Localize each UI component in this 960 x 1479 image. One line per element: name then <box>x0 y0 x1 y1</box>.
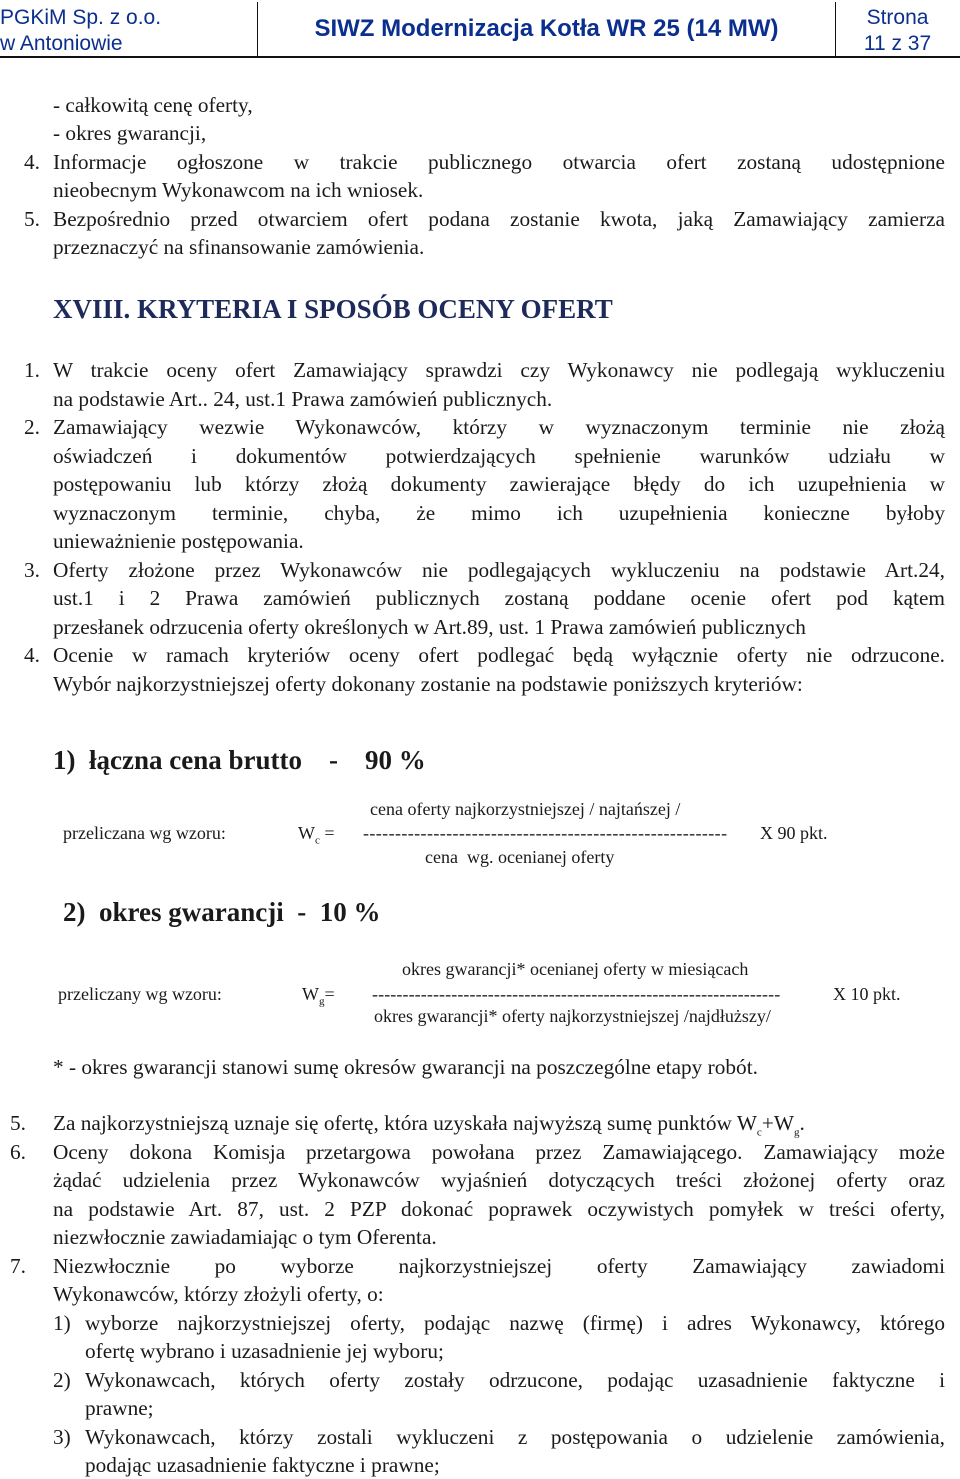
paragraph-line: wyznaczonym terminie, chyba, że mimo ich uzupełnienia konieczne byłoby <box>53 501 945 525</box>
item-number: 3. <box>24 558 40 582</box>
paragraph-line: unieważnienie postępowania. <box>53 529 304 553</box>
item-number: 1. <box>24 358 40 382</box>
paragraph-line: przeznaczyć na sfinansowanie zamówienia. <box>53 235 425 259</box>
item-number: 6. <box>10 1140 26 1164</box>
item-number: 4. <box>24 643 40 667</box>
paragraph-line: ofertę wybrano i uzasadnienie jej wyboru; <box>85 1339 444 1363</box>
page-indicator <box>835 2 960 56</box>
paragraph-line: prawne; <box>85 1396 154 1420</box>
company-line-1: PGKiM Sp. z o.o. <box>0 6 162 29</box>
paragraph-line: Bezpośrednio przed otwarciem ofert podana zostanie kwota, jaką Zamawiający zamierza <box>53 207 945 231</box>
formula-denominator: cena wg. ocenianej oferty <box>425 847 615 867</box>
company-name <box>0 2 258 56</box>
item-number: 7. <box>10 1254 26 1278</box>
criterion-price-title: 1) łączna cena brutto - 90 % <box>53 745 426 775</box>
formula-symbol: $W_g=$ <box>302 984 335 1008</box>
paragraph-line: Ocenie w ramach kryteriów oceny ofert podlegać będą wyłącznie oferty nie odrzucone. <box>53 643 945 667</box>
paragraph-line: nieobecnym Wykonawcom na ich wniosek. <box>53 178 424 202</box>
paragraph-line: przesłanek odrzucenia oferty określonych w Art.89, ust. 1 Prawa zamówień publicznych <box>53 615 806 639</box>
paragraph-line: Oceny dokona Komisja przetargowa powołana przez Zamawiającego. Zamawiający może <box>53 1140 945 1164</box>
item-number: 3) <box>53 1425 71 1449</box>
item-number: 2) <box>53 1368 71 1392</box>
list-item: - całkowitą cenę oferty, <box>53 93 253 117</box>
paragraph-line: niezwłocznie zawiadamiając o tym Oferenta. <box>53 1225 437 1249</box>
item-number: 5. <box>24 207 40 231</box>
paragraph-line: postępowaniu lub którzy złożą dokumenty zawierające błędy do ich uzupełnienia w <box>53 472 945 496</box>
company-line-2: w Antoniowie <box>0 32 123 55</box>
paragraph-line: żądać udzielenia przez Wykonawców wyjaśnień dotyczących treści złożonej oferty oraz <box>53 1168 945 1192</box>
paragraph-line: Zamawiający wezwie Wykonawców, którzy w wyznaczonym terminie nie złożą <box>53 415 945 439</box>
paragraph-line: podając uzasadnienie faktyczne i prawne; <box>85 1453 440 1477</box>
footnote: * - okres gwarancji stanowi sumę okresów gwarancji na poszczególne etapy robót. <box>53 1055 758 1079</box>
fraction-line: ------------------------------------------------------------------- <box>372 984 781 1004</box>
criterion-warranty-title: 2) okres gwarancji - 10 % <box>63 897 381 927</box>
formula-numerator: okres gwarancji* ocenianej oferty w miesiącach <box>402 959 749 979</box>
paragraph-line: na podstawie Art.. 24, ust.1 Prawa zamówień publicznych. <box>53 387 553 411</box>
page-header <box>0 2 960 58</box>
formula-label: przeliczana wg wzoru: <box>63 823 226 843</box>
item-number: 5. <box>10 1111 26 1135</box>
page-number: 11 z 37 <box>863 32 932 55</box>
paragraph-line: Za najkorzystniejszą uznaje się ofertę, która uzyskała najwyższą sumę punktów $W_c+W_g$. <box>53 1111 805 1139</box>
paragraph-line: Wykonawcach, którzy zostali wykluczeni z postępowania o udzielenie zamówienia, <box>85 1425 945 1449</box>
paragraph-line: oświadczeń i dokumentów potwierdzających spełnienie warunków udziału w <box>53 444 945 468</box>
item-number: 4. <box>24 150 40 174</box>
item-number: 1) <box>53 1311 71 1335</box>
paragraph-line: ust.1 i 2 Prawa zamówień publicznych zostaną poddane ocenie ofert pod kątem <box>53 586 945 610</box>
formula-label: przeliczany wg wzoru: <box>58 984 222 1004</box>
document-title: SIWZ Modernizacja Kotła WR 25 (14 MW) <box>258 2 836 56</box>
formula-numerator: cena oferty najkorzystniejszej / najtańszej / <box>370 799 681 819</box>
paragraph-line: Niezwłocznie po wyborze najkorzystniejszej oferty Zamawiający zawiadomi <box>53 1254 945 1278</box>
formula-multiplier: X 10 pkt. <box>833 984 901 1004</box>
paragraph-line: Oferty złożone przez Wykonawców nie podlegających wykluczeniu na podstawie Art.24, <box>53 558 945 582</box>
paragraph-line: Wykonawcach, których oferty zostały odrzucone, podając uzasadnienie faktyczne i <box>85 1368 945 1392</box>
list-item: - okres gwarancji, <box>53 121 207 145</box>
formula-multiplier: X 90 pkt. <box>760 823 828 843</box>
fraction-line: --------------------------------------------------------- <box>363 823 728 843</box>
paragraph-line: Informacje ogłoszone w trakcie publicznego otwarcia ofert zostaną udostępnione <box>53 150 945 174</box>
item-number: 2. <box>24 415 40 439</box>
paragraph-line: W trakcie oceny ofert Zamawiający sprawdzi czy Wykonawcy nie podlegają wykluczeniu <box>53 358 945 382</box>
paragraph-line: wyborze najkorzystniejszej oferty, podając nazwę (firmę) i adres Wykonawcy, którego <box>85 1311 945 1335</box>
paragraph-line: Wykonawców, którzy złożyli oferty, o: <box>53 1282 384 1306</box>
formula-symbol: $W_c$ = <box>298 823 335 847</box>
section-heading: XVIII. KRYTERIA I SPOSÓB OCENY OFERT <box>53 294 613 324</box>
paragraph-line: na podstawie Art. 87, ust. 2 PZP dokonać poprawek oczywistych pomyłek w treści oferty, <box>53 1197 945 1221</box>
page-label: Strona <box>866 6 929 29</box>
paragraph-line: Wybór najkorzystniejszej oferty dokonany zostanie na podstawie poniższych kryteriów: <box>53 672 803 696</box>
formula-denominator: okres gwarancji* oferty najkorzystniejszej /najdłuższy/ <box>374 1006 771 1026</box>
